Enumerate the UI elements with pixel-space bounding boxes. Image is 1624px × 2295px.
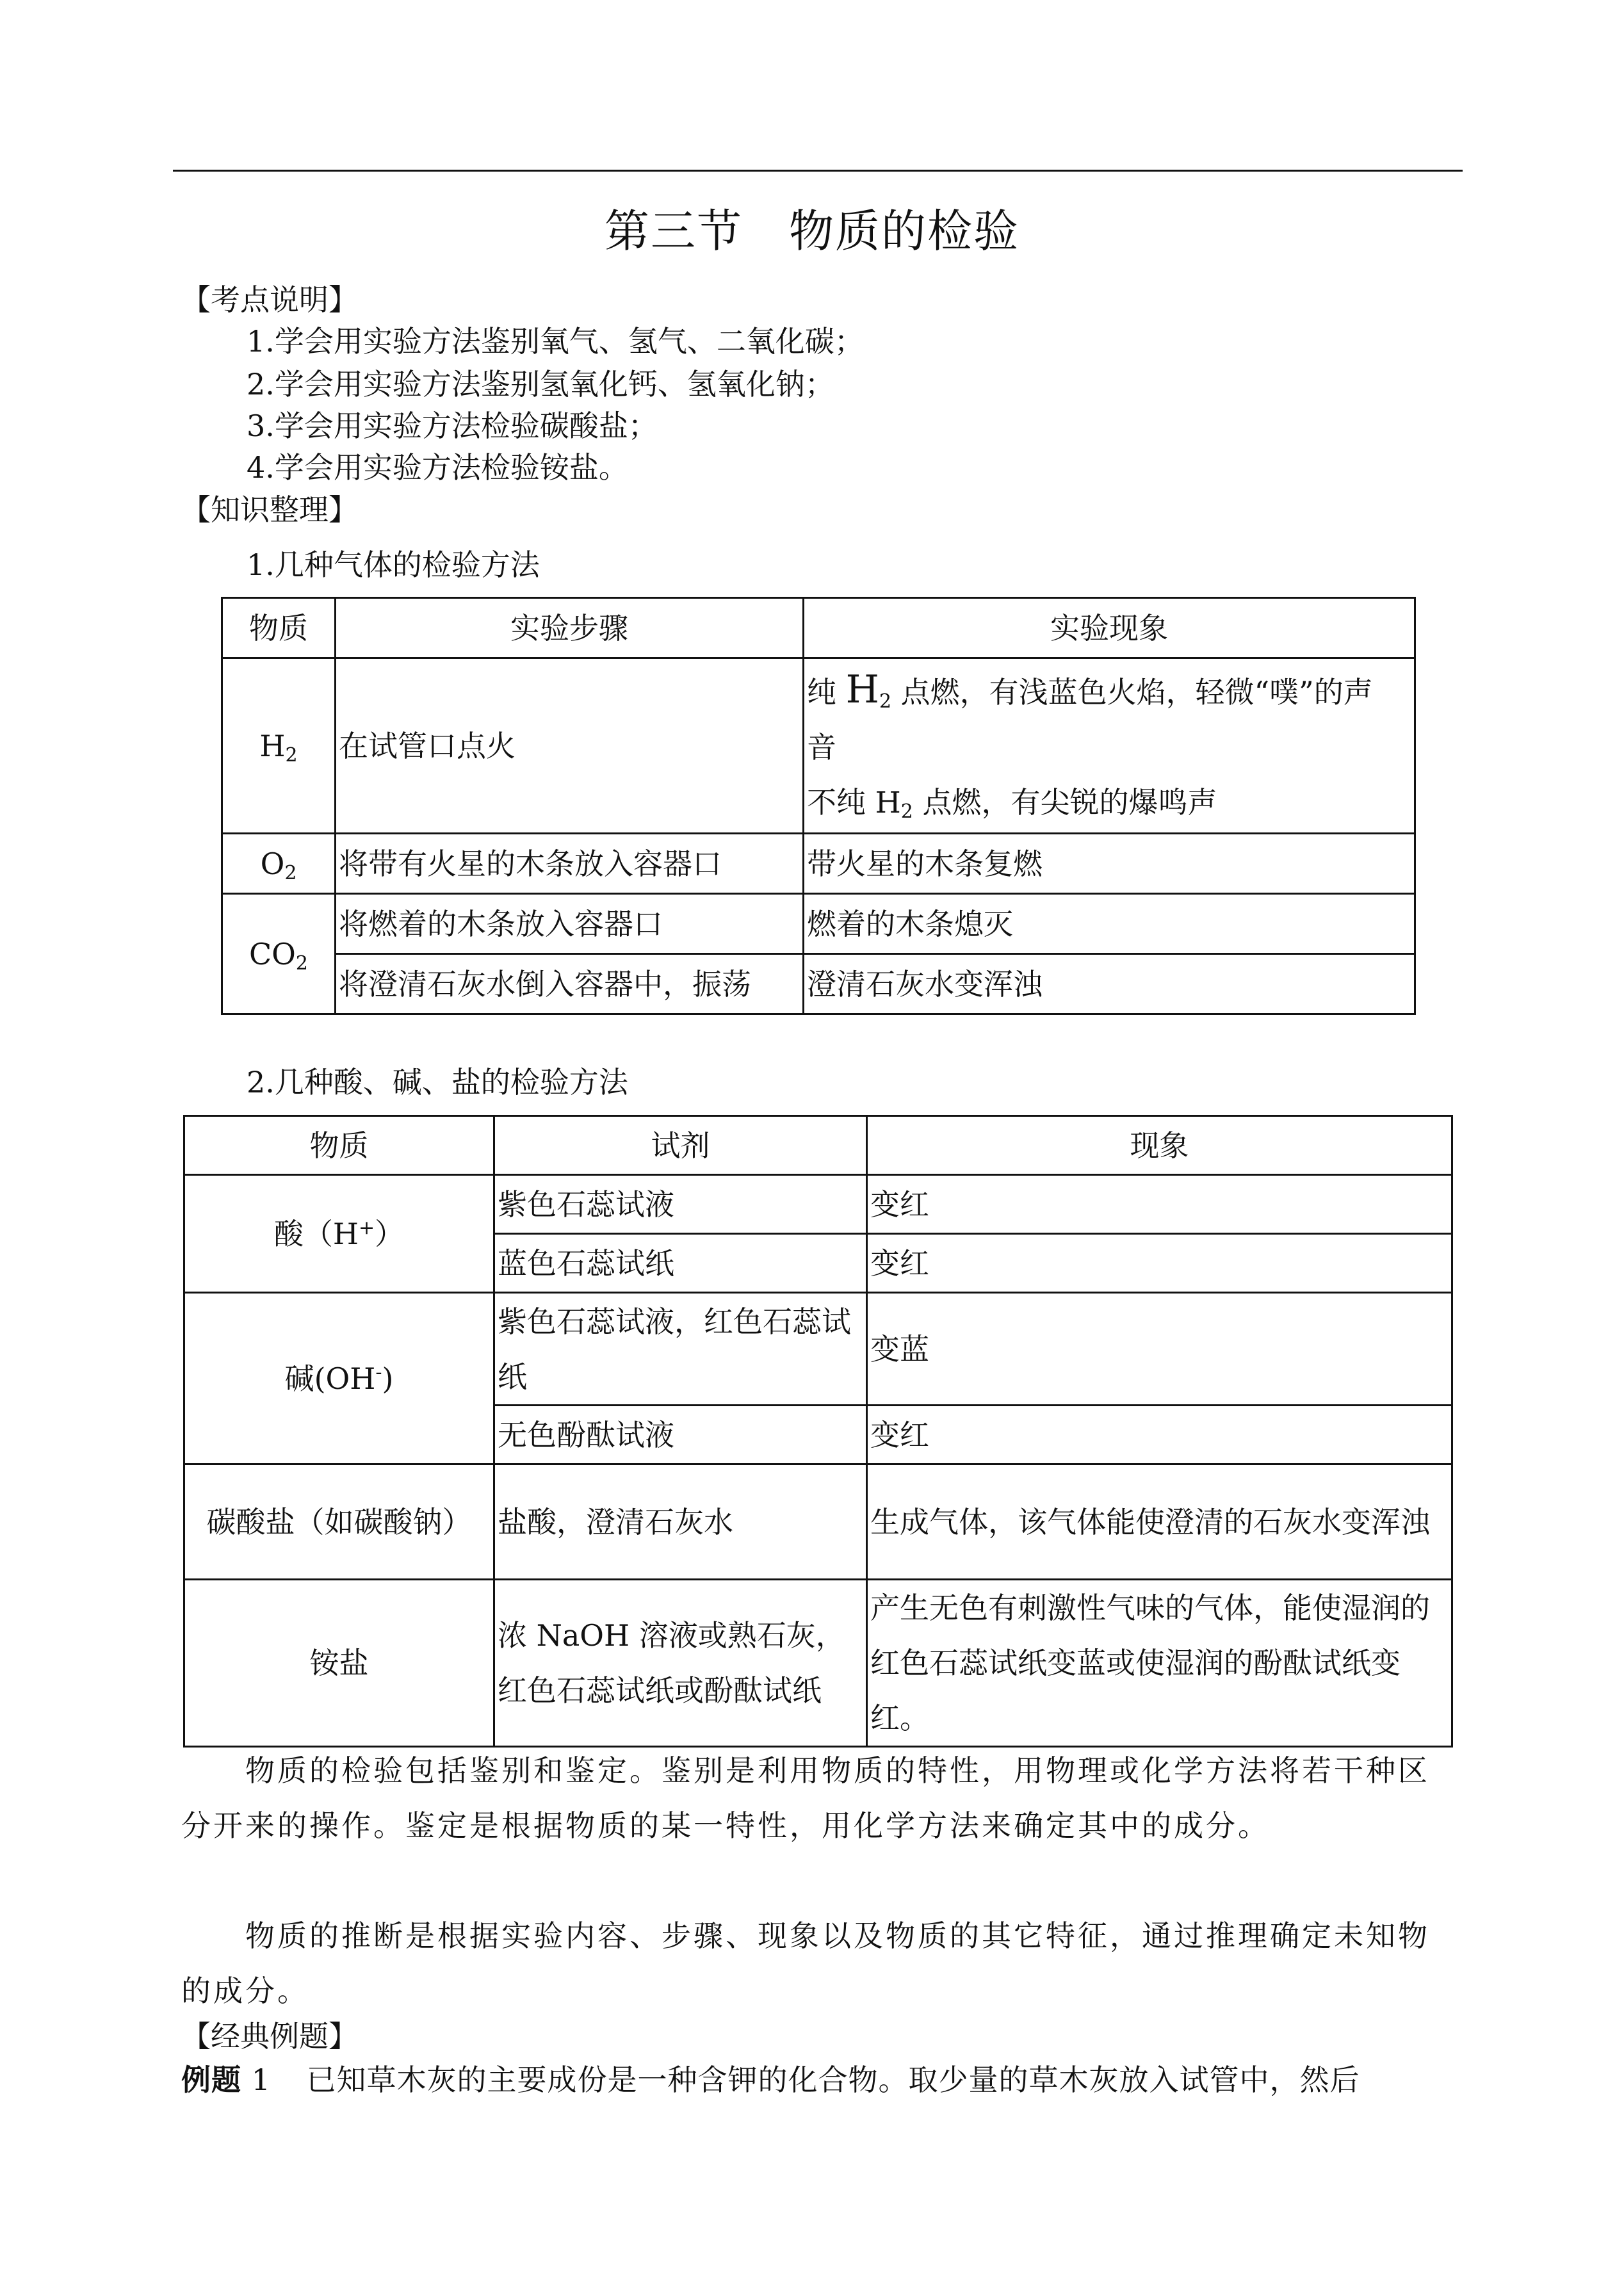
acid-row-carbonate-phenomenon: 生成气体，该气体能使澄清的石灰水变浑浊 (867, 1464, 1452, 1580)
acid-row-ammonium-reagent: 浓 NaOH 溶液或熟石灰，红色石蕊试纸或酚酞试纸 (494, 1580, 867, 1747)
kaodian-item-1: 1.学会用实验方法鉴别氧气、氢气、二氧化碳； (247, 324, 864, 359)
gas-header-substance: 物质 (222, 598, 336, 658)
gas-row-co2-result-2: 澄清石灰水变浑浊 (804, 954, 1415, 1014)
acid-header-reagent: 试剂 (494, 1116, 867, 1175)
gas-row-o2-step: 将带有火星的木条放入容器口 (336, 834, 804, 894)
gas-header-steps: 实验步骤 (336, 598, 804, 658)
gas-detection-table (221, 597, 1416, 1015)
acid-row-base-reagent-1: 紫色石蕊试液，红色石蕊试纸 (494, 1293, 867, 1406)
acid-row-carbonate-substance: 碳酸盐（如碳酸钠） (184, 1464, 494, 1580)
kaodian-item-4: 4.学会用实验方法检验铵盐。 (247, 450, 628, 485)
gas-row-co2-substance: $CO_2$ (222, 894, 336, 1014)
acid-row-acid-substance: 酸（H+） (184, 1175, 494, 1293)
paragraph-inference: 物质的推断是根据实验内容、步骤、现象以及物质的其它特征，通过推理确定未知物的成分。 (181, 1918, 1430, 2008)
section-heading-zhishi: 【知识整理】 (181, 492, 358, 527)
acid-row-base-phenomenon-2: 变红 (867, 1406, 1452, 1464)
gas-row-co2-result-1: 燃着的木条熄灭 (804, 894, 1415, 954)
acid-row-acid-reagent-1: 紫色石蕊试液 (494, 1175, 867, 1234)
header-rule (173, 170, 1463, 172)
acid-header-phenomenon: 现象 (867, 1116, 1452, 1175)
acid-row-acid-phenomenon-2: 变红 (867, 1234, 1452, 1293)
acid-row-base-phenomenon-1: 变蓝 (867, 1293, 1452, 1406)
acid-row-base-substance: 碱(OH-) (184, 1293, 494, 1464)
acid-row-carbonate-reagent: 盐酸，澄清石灰水 (494, 1464, 867, 1580)
section-heading-jingdian: 【经典例题】 (181, 2019, 358, 2054)
gas-row-o2-substance: $O_2$ (222, 834, 336, 894)
acid-row-ammonium-phenomenon: 产生无色有刺激性气味的气体，能使湿润的红色石蕊试纸变蓝或使湿润的酚酞试纸变红。 (867, 1580, 1452, 1747)
kaodian-item-3: 3.学会用实验方法检验碳酸盐； (247, 409, 658, 443)
gas-row-h2-step: 在试管口点火 (336, 658, 804, 834)
page-title: 第三节 物质的检验 (605, 205, 1019, 257)
gas-row-h2-substance: $H_2$ (222, 658, 336, 834)
example-text: 已知草木灰的主要成份是一种含钾的化合物。取少量的草木灰放入试管中，然后 (306, 2063, 1360, 2097)
kaodian-item-2: 2.学会用实验方法鉴别氢氧化钙、氢氧化钠； (247, 367, 834, 401)
example-label: 例题 (181, 2063, 241, 2097)
acid-row-base-reagent-2: 无色酚酞试液 (494, 1406, 867, 1464)
gas-row-co2-step-2: 将澄清石灰水倒入容器中，振荡 (336, 954, 804, 1014)
acid-row-acid-phenomenon-1: 变红 (867, 1175, 1452, 1234)
gas-table-heading: 1.几种气体的检验方法 (247, 547, 540, 582)
acid-row-ammonium-substance: 铵盐 (184, 1580, 494, 1747)
section-heading-kaodian: 【考点说明】 (181, 282, 358, 317)
gas-row-o2-result: 带火星的木条复燃 (804, 834, 1415, 894)
paragraph-identification: 物质的检验包括鉴别和鉴定。鉴别是利用物质的特性，用物理或化学方法将若干种区分开来的操作。鉴定是根据物质的某一特性，用化学方法来确定其中的成分。 (181, 1753, 1430, 1843)
acid-header-substance: 物质 (184, 1116, 494, 1175)
acid-base-salt-table (183, 1115, 1453, 1748)
gas-row-co2-step-1: 将燃着的木条放入容器口 (336, 894, 804, 954)
gas-row-h2-result: 纯 $H_2$ 点燃，有浅蓝色火焰，轻微“噗”的声 音 不纯 $H_2$ 点燃，有尖锐的爆鸣声 (804, 658, 1415, 834)
acid-row-acid-reagent-2: 蓝色石蕊试纸 (494, 1234, 867, 1293)
example-number: 1 (251, 2063, 271, 2097)
gas-header-phenomenon: 实验现象 (804, 598, 1415, 658)
acid-table-heading: 2.几种酸、碱、盐的检验方法 (247, 1065, 628, 1099)
example-1 (181, 2061, 1360, 2099)
